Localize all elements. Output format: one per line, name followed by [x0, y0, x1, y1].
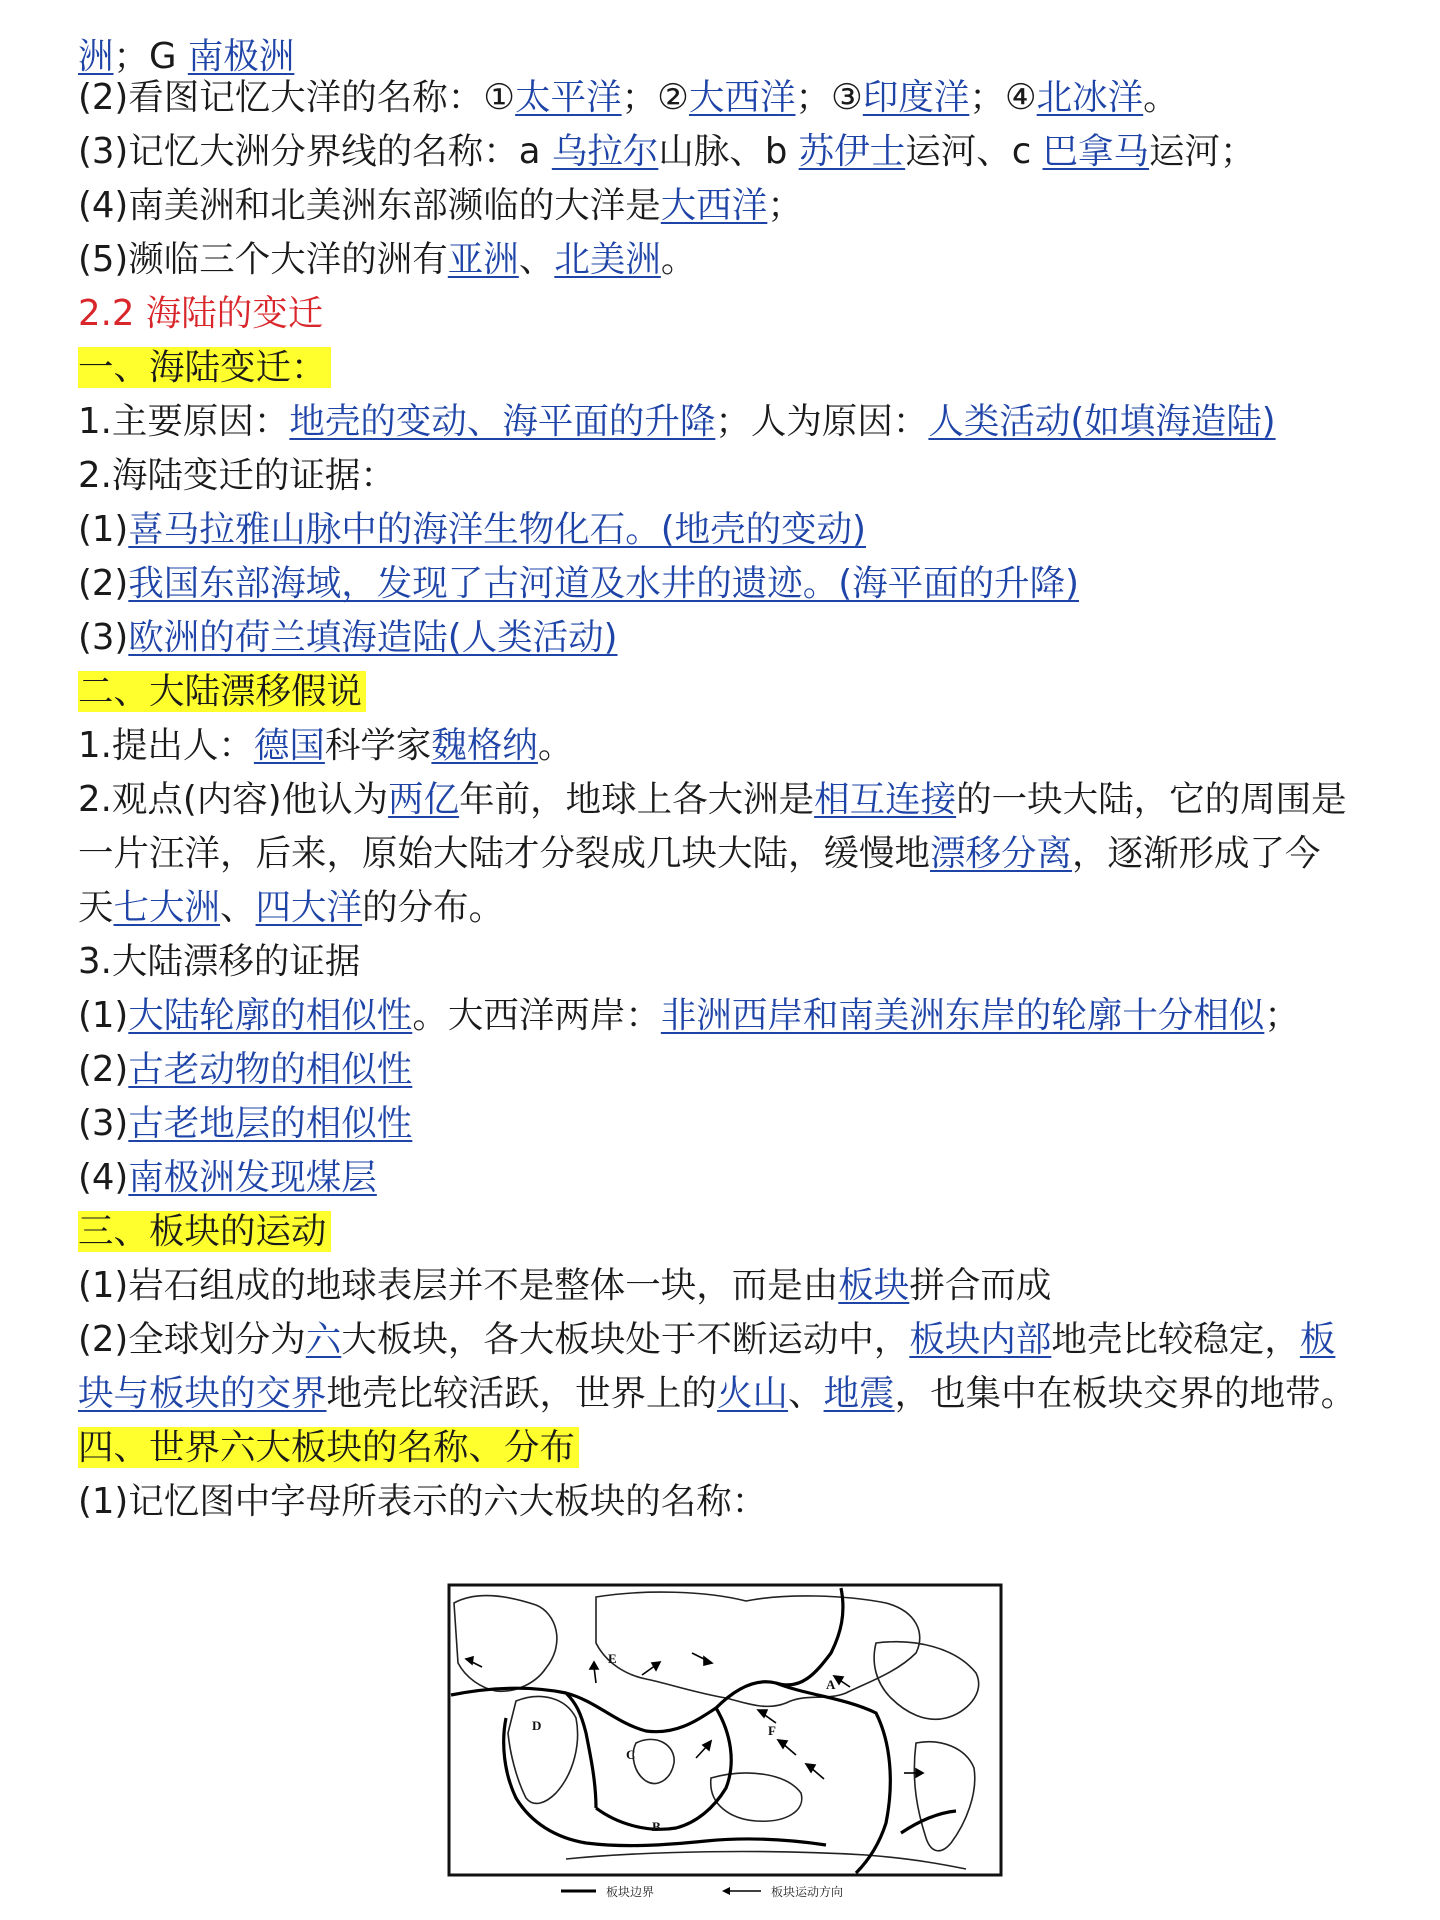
answer-blank: 六 [305, 1319, 342, 1360]
plate-map-figure [446, 1583, 1006, 1905]
answer-blank: 洲 [78, 36, 114, 77]
text: (2)看图记忆大洋的名称：① [78, 77, 516, 118]
text: ； [1264, 995, 1300, 1036]
text: 拼合而成 [909, 1265, 1052, 1306]
text: ；人为原因： [715, 401, 929, 442]
text: 、 [788, 1373, 824, 1414]
text-line-drift-evidence-title: 3.大陆漂移的证据 [78, 941, 361, 982]
text: 。 [660, 239, 697, 280]
text: (2)全球划分为 [78, 1319, 306, 1360]
text-line-evidence-title: 2.海陆变迁的证据： [78, 455, 396, 496]
answer-blank: 漂移分离 [930, 833, 1073, 874]
answer-blank: 地震 [823, 1373, 895, 1414]
text-line-map-instruction: (1)记忆图中字母所表示的六大板块的名称： [78, 1481, 768, 1522]
answer-blank: 板块内部 [909, 1319, 1052, 1360]
text: 、 [518, 239, 555, 280]
plate-letter-a: A [826, 1677, 836, 1692]
text-line-proposer [78, 719, 1380, 773]
answer-blank: 七大洲 [113, 887, 221, 928]
answer-blank: 大西洋 [688, 77, 796, 118]
text: (5)濒临三个大洋的洲有 [78, 239, 448, 280]
answer-blank: 巴拿马 [1042, 131, 1150, 172]
answer-blank: 欧洲的荷兰填海造陆(人类活动) [128, 617, 618, 658]
text: 科学家 [324, 725, 432, 766]
answer-blank: 大西洋 [660, 185, 768, 226]
text: 1.提出人： [78, 725, 254, 766]
plate-letter-e: E [608, 1651, 617, 1666]
text-line-viewpoint-3 [78, 881, 1380, 935]
text: (3)记忆大洲分界线的名称：a [78, 131, 552, 172]
answer-blank: 块与板块的交界 [78, 1373, 327, 1414]
plate-letter-b: B [652, 1819, 661, 1834]
text: 、 [220, 887, 256, 928]
text: ；③ [795, 77, 863, 118]
answer-blank: 非洲西岸和南美洲东岸的轮廓十分相似 [660, 995, 1265, 1036]
highlighted-heading: 二、大陆漂移假说 [78, 671, 366, 712]
answer-blank: 板块 [838, 1265, 910, 1306]
heading-plate-movement [78, 1205, 1380, 1259]
text: (2) [78, 563, 129, 604]
text-line-america-ocean [78, 179, 1380, 233]
text: ； [767, 185, 803, 226]
text-line-drift-evidence-2 [78, 1043, 1380, 1097]
answer-blank: 苏伊士 [798, 131, 906, 172]
text-line-viewpoint-1 [78, 773, 1380, 827]
legend-boundary-label: 板块边界 [606, 1885, 655, 1899]
text-line-plates-2 [78, 1313, 1380, 1367]
text-line-plates-1 [78, 1259, 1380, 1313]
text-line-viewpoint-2 [78, 827, 1380, 881]
text-line-three-oceans [78, 233, 1380, 287]
text: 的一块大陆，它的周围是 [956, 779, 1347, 820]
highlighted-heading: 一、海陆变迁： [78, 347, 331, 388]
answer-blank: 南极洲发现煤层 [128, 1157, 377, 1198]
text-line-evidence-2 [78, 557, 1380, 611]
text-line-boundaries [78, 125, 1380, 179]
answer-blank: 人类活动(如填海造陆) [928, 401, 1276, 442]
answer-blank: 四大洋 [255, 887, 363, 928]
plate-letter-c: C [626, 1747, 636, 1762]
answer-blank: 乌拉尔 [551, 131, 659, 172]
text: 天 [78, 887, 114, 928]
heading-six-plates [78, 1421, 1380, 1475]
answer-blank: 大陆轮廓的相似性 [128, 995, 413, 1036]
answer-blank: 地壳的变动、海平面的升降 [289, 401, 716, 442]
text: 一片汪洋，后来，原始大陆才分裂成几块大陆，缓慢地 [78, 833, 931, 874]
answer-blank: 火山 [717, 1373, 789, 1414]
text-line-drift-evidence-4 [78, 1151, 1380, 1205]
legend-direction-label: 板块运动方向 [771, 1885, 844, 1899]
answer-blank: 亚洲 [447, 239, 519, 280]
answer-blank: 德国 [253, 725, 325, 766]
text-line-evidence-3 [78, 611, 1380, 665]
text: 。大西洋两岸： [412, 995, 661, 1036]
answer-blank: 古老地层的相似性 [128, 1103, 413, 1144]
text-line-oceans [78, 71, 1380, 125]
answer-blank: 古老动物的相似性 [128, 1049, 413, 1090]
text-line-plates-3 [78, 1367, 1380, 1421]
answer-blank: 我国东部海域，发现了古河道及水井的遗迹。(海平面的升降) [128, 563, 1079, 604]
text: (1) [78, 509, 129, 550]
plate-letter-f: F [768, 1723, 776, 1738]
text: (4) [78, 1157, 129, 1198]
text: 年前，地球上各大洲是 [459, 779, 815, 820]
text: 地壳比较活跃，世界上的 [326, 1373, 718, 1414]
text: ；② [621, 77, 689, 118]
highlighted-heading: 三、板块的运动 [78, 1211, 331, 1252]
heading-sea-land-change [78, 341, 1380, 395]
answer-blank: 太平洋 [515, 77, 622, 118]
answer-blank: 魏格纳 [431, 725, 538, 766]
text: 大板块，各大板块处于不断运动中， [341, 1319, 910, 1360]
text: 的分布。 [362, 887, 505, 928]
text-line-drift-evidence-3 [78, 1097, 1380, 1151]
answer-blank: 两亿 [388, 779, 460, 820]
section-title: 2.2 海陆的变迁 [78, 293, 324, 334]
legend-arrow-head [722, 1887, 730, 1895]
answer-blank: 印度洋 [862, 77, 970, 118]
text: ，也集中在板块交界的地带。 [894, 1373, 1357, 1414]
text: 运河、c [905, 131, 1043, 172]
answer-blank: 相互连接 [814, 779, 957, 820]
text: (4)南美洲和北美洲东部濒临的大洋是 [78, 185, 661, 226]
text: ，逐渐形成了今 [1072, 833, 1321, 874]
text: 。 [537, 725, 574, 766]
text: ；④ [969, 77, 1037, 118]
answer-blank: 北美洲 [554, 239, 661, 280]
text: (3) [78, 617, 129, 658]
text: 山脉、b [658, 131, 799, 172]
answer-blank: 北冰洋 [1036, 77, 1144, 118]
text-line-drift-evidence-1 [78, 989, 1380, 1043]
text: 运河； [1149, 131, 1256, 172]
answer-blank: 南极洲 [187, 36, 295, 77]
text: 1.主要原因： [78, 401, 290, 442]
text: ；G [113, 36, 188, 77]
text-line-evidence-1 [78, 503, 1380, 557]
plate-map [446, 1583, 1006, 1905]
text: (1) [78, 995, 129, 1036]
text-line-main-causes [78, 395, 1380, 449]
text: 。 [1143, 77, 1179, 118]
answer-blank: 板 [1299, 1319, 1336, 1360]
map-legend [561, 1884, 843, 1899]
text: (3) [78, 1103, 129, 1144]
text: (1)岩石组成的地球表层并不是整体一块，而是由 [78, 1265, 839, 1306]
answer-blank: 喜马拉雅山脉中的海洋生物化石。(地壳的变动) [128, 509, 866, 550]
heading-continental-drift [78, 665, 1380, 719]
highlighted-heading: 四、世界六大板块的名称、分布 [78, 1427, 579, 1468]
text: (2) [78, 1049, 129, 1090]
text: 地壳比较稳定， [1051, 1319, 1300, 1360]
text: 2.观点(内容)他认为 [78, 779, 389, 820]
plate-letter-d: D [532, 1718, 542, 1733]
